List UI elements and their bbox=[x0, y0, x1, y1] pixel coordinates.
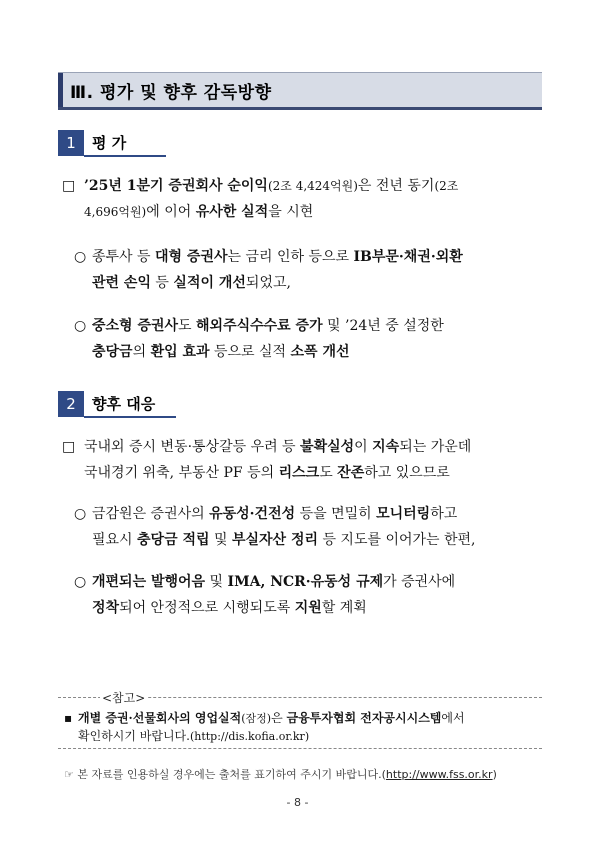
p2a-l1e: 하고 bbox=[430, 506, 458, 522]
subsection-label-2: 향후 대응 bbox=[92, 395, 156, 413]
p1b-l1a: 중소형 증권사 bbox=[92, 318, 179, 334]
p2a-l2a: 필요시 bbox=[92, 532, 138, 548]
footnote-text: 본 자료를 인용하실 경우에는 출처를 표기하여 주시기 바랍니다.( bbox=[73, 768, 386, 781]
square-bullet-icon: □ bbox=[62, 439, 76, 455]
p2-l1b: 불확실성 bbox=[300, 439, 355, 455]
p2b-l2b: 되어 안정적으로 시행되도록 bbox=[119, 600, 295, 616]
p2b-l2a: 정착 bbox=[92, 600, 120, 616]
ref-l2b: (http://dis.kofia.or.kr) bbox=[189, 730, 310, 743]
p1-l1c: 은 전년 동기 bbox=[357, 178, 435, 194]
footnote-close: ) bbox=[492, 768, 497, 781]
p2-line-2 bbox=[84, 463, 450, 483]
p1b-l1b: 도 bbox=[178, 318, 197, 334]
p1a-l1a: 종투사 등 bbox=[92, 249, 155, 265]
p2a-l2c: 및 bbox=[209, 532, 232, 548]
section-title: Ⅲ. 평가 및 향후 감독방향 bbox=[70, 83, 272, 103]
p2b-l2c: 지원 bbox=[294, 600, 322, 616]
p2b-l1b: 발행어음 bbox=[150, 574, 206, 590]
footnote bbox=[64, 766, 497, 782]
p1-l2a: 4,696억원) bbox=[84, 205, 147, 219]
ref-l1c: 은 bbox=[271, 711, 287, 725]
subsection-header-1 bbox=[58, 130, 166, 156]
circle-bullet-icon: ○ bbox=[74, 574, 87, 590]
section-header-bar bbox=[58, 73, 63, 107]
p1a-l1b: 대형 증권사 bbox=[155, 249, 228, 265]
p1-l1a: ’25년 1분기 증권회사 순이익 bbox=[84, 178, 268, 194]
p2a-l1c: 등을 면밀히 bbox=[295, 506, 377, 522]
page-number: - 8 - bbox=[286, 796, 309, 809]
subsection-label-1: 평 가 bbox=[92, 134, 127, 152]
subsection-underline-2 bbox=[84, 416, 176, 418]
p1-l2b: 에 이어 bbox=[146, 204, 196, 220]
p2a-l2d: 부실자산 정리 bbox=[231, 532, 318, 548]
p1-l2c: 유사한 실적 bbox=[195, 204, 269, 220]
p2a-l1b: 유동성·건전성 bbox=[209, 506, 296, 522]
fss-link[interactable]: http://www.fss.or.kr bbox=[385, 768, 493, 781]
p2-l2a: 국내경기 위축, 부동산 PF 등의 bbox=[84, 465, 279, 481]
reference-line-1 bbox=[64, 709, 465, 726]
ref-l1d: 금융투자협회 전자공시시스템 bbox=[286, 711, 442, 725]
p1a-l1c: 는 금리 인하 등으로 bbox=[227, 249, 354, 265]
p2a-l1d: 모니터링 bbox=[376, 506, 431, 522]
p2a-l2e: 등 지도를 이어가는 한편, bbox=[318, 532, 476, 548]
p2a-line-1 bbox=[74, 504, 457, 524]
p2-l1c: 이 bbox=[354, 439, 373, 455]
p1b-l2b: 의 bbox=[132, 344, 151, 360]
p2b-l1c: 및 bbox=[205, 574, 228, 590]
p1b-l2c: 환입 효과 bbox=[150, 344, 210, 360]
p1a-l2d: 되었고, bbox=[245, 275, 291, 291]
circle-bullet-icon: ○ bbox=[74, 318, 87, 334]
p2a-l1a: 금감원은 증권사의 bbox=[92, 506, 210, 522]
p1-l2d: 을 시현 bbox=[268, 204, 314, 220]
p1b-l2a: 충당금 bbox=[92, 344, 133, 360]
p1-l1d: (2조 bbox=[434, 179, 459, 193]
square-bullet-icon: □ bbox=[62, 178, 76, 194]
p1b-l2d: 등으로 실적 bbox=[209, 344, 291, 360]
p2-l2b: 리스크 bbox=[278, 465, 320, 481]
p1-l1b: (2조 4,424억원) bbox=[267, 179, 358, 193]
subsection-number-2: 2 bbox=[58, 391, 84, 417]
p2-l2d: 잔존 bbox=[337, 465, 365, 481]
p2-l1a: 국내외 증시 변동·통상갈등 우려 등 bbox=[84, 439, 301, 455]
circle-bullet-icon: ○ bbox=[74, 249, 87, 265]
p1a-l2b: 등 bbox=[150, 275, 174, 291]
p2b-line-2 bbox=[92, 598, 367, 618]
section-header bbox=[58, 72, 542, 110]
p1b-l1d: 및 ’24년 중 설정한 bbox=[322, 318, 444, 334]
p1b-l1c: 해외주식수수료 증가 bbox=[196, 318, 323, 334]
p2b-l1d: IMA, NCR·유동성 규제 bbox=[227, 574, 384, 590]
reference-title: <참고> bbox=[102, 691, 146, 705]
p2b-l2d: 할 계획 bbox=[321, 600, 367, 616]
p1b-line-2 bbox=[92, 342, 350, 362]
p1-line-1 bbox=[62, 176, 458, 196]
p1a-line-2 bbox=[92, 273, 291, 293]
p2-line-1 bbox=[62, 437, 471, 457]
p2a-line-2 bbox=[92, 530, 476, 550]
p2a-l2b: 충당금 적립 bbox=[137, 532, 210, 548]
p2b-l1e: 가 증권사에 bbox=[383, 574, 456, 590]
p2b-l1a: 개편되는 bbox=[92, 574, 151, 590]
p1b-line-1 bbox=[74, 316, 444, 336]
p1-line-2 bbox=[84, 202, 313, 222]
pointing-hand-icon: ☞ bbox=[64, 768, 74, 781]
p2b-line-1 bbox=[74, 572, 455, 592]
p2-l2e: 하고 있으므로 bbox=[364, 465, 450, 481]
p1a-l2a: 관련 손익 bbox=[92, 275, 151, 291]
p1a-l1d: IB부문·채권·외환 bbox=[353, 249, 463, 265]
ref-l1e: 에서 bbox=[441, 711, 465, 725]
p1b-l2e: 소폭 개선 bbox=[290, 344, 350, 360]
circle-bullet-icon: ○ bbox=[74, 506, 87, 522]
ref-l1b: (잠정) bbox=[241, 712, 272, 725]
p1a-line-1 bbox=[74, 247, 463, 267]
reference-line-2 bbox=[78, 727, 309, 744]
p2-l1e: 되는 가운데 bbox=[399, 439, 472, 455]
subsection-header-2 bbox=[58, 391, 176, 417]
p1a-l2c: 실적이 개선 bbox=[173, 275, 246, 291]
square-bullet-icon: ▪ bbox=[64, 711, 73, 725]
subsection-underline-1 bbox=[84, 155, 166, 157]
subsection-number-1: 1 bbox=[58, 130, 84, 156]
ref-l2a: 확인하시기 바랍니다. bbox=[78, 729, 190, 743]
p2-l2c: 도 bbox=[319, 465, 338, 481]
ref-l1a: 개별 증권·선물회사의 영업실적 bbox=[78, 711, 242, 725]
p2-l1d: 지속 bbox=[372, 439, 400, 455]
